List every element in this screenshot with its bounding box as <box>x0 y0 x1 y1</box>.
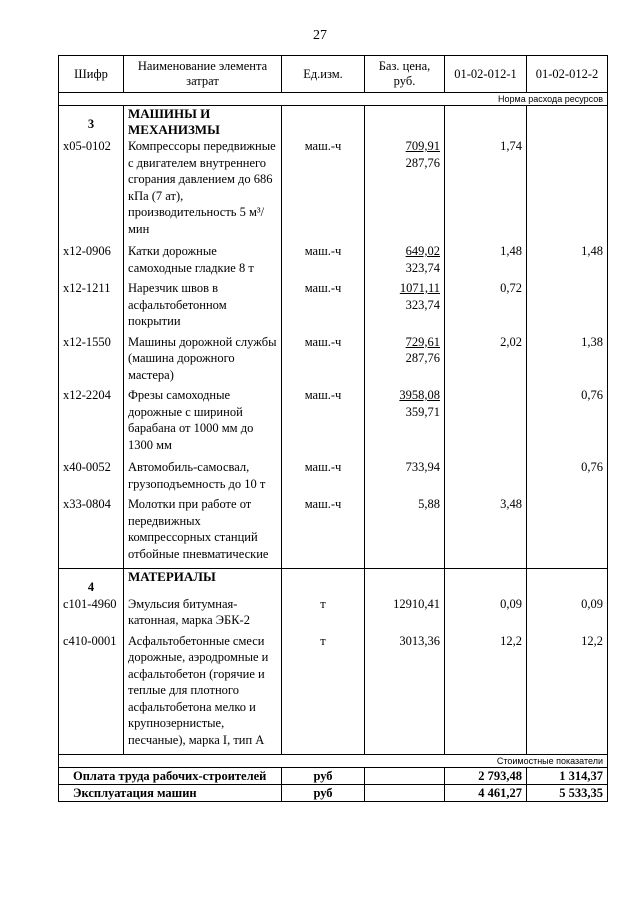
price-bottom: 287,76 <box>405 351 440 365</box>
header-price: Баз. цена, руб. <box>365 56 445 93</box>
resource-price <box>365 387 445 459</box>
norm-caption-row <box>59 93 608 106</box>
price-bottom: 12910,41 <box>393 596 440 611</box>
resource-unit: маш.-ч <box>282 334 365 388</box>
resource-name: Катки дорожные самоходные гладкие 8 т <box>124 243 282 280</box>
resource-price <box>365 596 445 633</box>
resource-code: х05-0102 <box>59 138 124 243</box>
totals-unit: руб <box>282 768 365 785</box>
price-bottom: 323,74 <box>405 260 440 275</box>
section-row <box>59 106 608 139</box>
price-top: 729,61 <box>405 334 440 349</box>
empty-cell <box>282 106 365 139</box>
section-row <box>59 569 608 596</box>
table-row <box>59 596 608 633</box>
totals-price-empty <box>365 785 445 802</box>
norm-value-1: 2,02 <box>445 334 527 388</box>
empty-cell <box>445 569 527 596</box>
empty-cell <box>445 106 527 139</box>
section-number: 3 <box>59 106 124 139</box>
totals-unit: руб <box>282 785 365 802</box>
table-row <box>59 387 608 459</box>
resource-unit: т <box>282 633 365 755</box>
resource-price <box>365 334 445 388</box>
norm-value-2: 0,76 <box>527 459 608 496</box>
table-footer <box>59 755 608 802</box>
resource-name: Автомобиль-самосвал, грузоподъемность до 10 т <box>124 459 282 496</box>
norm-value-1: 1,74 <box>445 138 527 243</box>
price-bottom: 359,71 <box>405 404 440 419</box>
table-body <box>59 93 608 755</box>
norm-value-1: 0,09 <box>445 596 527 633</box>
cost-caption-row <box>59 755 608 768</box>
resource-unit: т <box>282 596 365 633</box>
empty-cell <box>365 106 445 139</box>
resource-code: х33-0804 <box>59 496 124 569</box>
resource-price <box>365 496 445 569</box>
price-bottom: 3013,36 <box>399 633 440 648</box>
empty-cell <box>527 569 608 596</box>
table-row <box>59 138 608 243</box>
header-col1: 01-02-012-1 <box>445 56 527 93</box>
cost-caption: Стоимостные показатели <box>59 755 608 768</box>
norm-value-1: 12,2 <box>445 633 527 755</box>
resource-unit: маш.-ч <box>282 138 365 243</box>
norm-value-2: 0,76 <box>527 387 608 459</box>
resource-name: Асфальтобетонные смеси дорожные, аэродромные и асфальтобетон (горячие и теплые для плотного асфальтобетона мелко и крупнозернистые, песчаные), марка I, тип А <box>124 633 282 755</box>
table-row <box>59 496 608 569</box>
table-row <box>59 459 608 496</box>
resource-unit: маш.-ч <box>282 459 365 496</box>
resource-price <box>365 280 445 334</box>
header-code: Шифр <box>59 56 124 93</box>
resource-unit: маш.-ч <box>282 496 365 569</box>
resource-code: х12-0906 <box>59 243 124 280</box>
empty-cell <box>365 569 445 596</box>
resource-price <box>365 633 445 755</box>
header-col2: 01-02-012-2 <box>527 56 608 93</box>
norm-value-2: 1,38 <box>527 334 608 388</box>
resource-code: с410-0001 <box>59 633 124 755</box>
table-row <box>59 334 608 388</box>
norm-value-1: 3,48 <box>445 496 527 569</box>
norm-value-1: 0,72 <box>445 280 527 334</box>
totals-value-2: 5 533,35 <box>527 785 608 802</box>
totals-value-2: 1 314,37 <box>527 768 608 785</box>
table-row <box>59 280 608 334</box>
price-top: 649,02 <box>405 244 440 258</box>
resource-code: х12-1211 <box>59 280 124 334</box>
section-number: 4 <box>59 569 124 596</box>
price-bottom: 5,88 <box>418 497 440 511</box>
table-row <box>59 633 608 755</box>
totals-price-empty <box>365 768 445 785</box>
resource-name: Компрессоры передвижные с двигателем внутреннего сгорания давлением до 686 кПа (7 ат), производительность 5 м³/мин <box>124 138 282 243</box>
resource-code: х12-2204 <box>59 387 124 459</box>
norm-value-2 <box>527 138 608 243</box>
resource-unit: маш.-ч <box>282 280 365 334</box>
price-top: 3958,08 <box>399 388 440 402</box>
empty-cell <box>527 106 608 139</box>
norm-value-1 <box>445 387 527 459</box>
resource-name: Нарезчик швов в асфальтобетонном покрытии <box>124 280 282 334</box>
price-top: 709,91 <box>405 139 440 153</box>
resource-code: с101-4960 <box>59 596 124 633</box>
table-header-row <box>59 56 608 93</box>
price-bottom: 287,76 <box>405 155 440 170</box>
resource-unit: маш.-ч <box>282 243 365 280</box>
norm-value-1 <box>445 459 527 496</box>
norm-value-1: 1,48 <box>445 243 527 280</box>
totals-row <box>59 768 608 785</box>
totals-label: Оплата труда рабочих-строителей <box>59 768 282 785</box>
norm-value-2 <box>527 280 608 334</box>
resource-name: Фрезы самоходные дорожные с шириной барабана от 1000 мм до 1300 мм <box>124 387 282 459</box>
resource-code: х12-1550 <box>59 334 124 388</box>
totals-value-1: 2 793,48 <box>445 768 527 785</box>
resource-price <box>365 243 445 280</box>
resource-price <box>365 459 445 496</box>
norm-value-2 <box>527 496 608 569</box>
norm-value-2: 0,09 <box>527 596 608 633</box>
resource-norms-table <box>58 55 608 802</box>
header-name: Наименование элемента затрат <box>124 56 282 93</box>
page-number: 27 <box>313 28 327 43</box>
price-bottom: 323,74 <box>405 297 440 312</box>
section-title: МАШИНЫ И МЕХАНИЗМЫ <box>124 106 282 139</box>
resource-code: х40-0052 <box>59 459 124 496</box>
norm-caption: Норма расхода ресурсов <box>59 93 608 106</box>
price-bottom: 733,94 <box>405 460 440 474</box>
empty-cell <box>282 569 365 596</box>
header-unit: Ед.изм. <box>282 56 365 93</box>
resource-name: Эмульсия битумная-катонная, марка ЭБК-2 <box>124 596 282 633</box>
resource-name: Молотки при работе от передвижных компрессорных станций отбойные пневматические <box>124 496 282 569</box>
norm-value-2: 1,48 <box>527 243 608 280</box>
price-top: 1071,11 <box>399 281 440 295</box>
resource-price <box>365 138 445 243</box>
section-title: МАТЕРИАЛЫ <box>124 569 282 596</box>
totals-label: Эксплуатация машин <box>59 785 282 802</box>
norm-value-2: 12,2 <box>527 633 608 755</box>
totals-row <box>59 785 608 802</box>
table-row <box>59 243 608 280</box>
resource-unit: маш.-ч <box>282 387 365 459</box>
totals-value-1: 4 461,27 <box>445 785 527 802</box>
resource-name: Машины дорожной службы (машина дорожного мастера) <box>124 334 282 388</box>
